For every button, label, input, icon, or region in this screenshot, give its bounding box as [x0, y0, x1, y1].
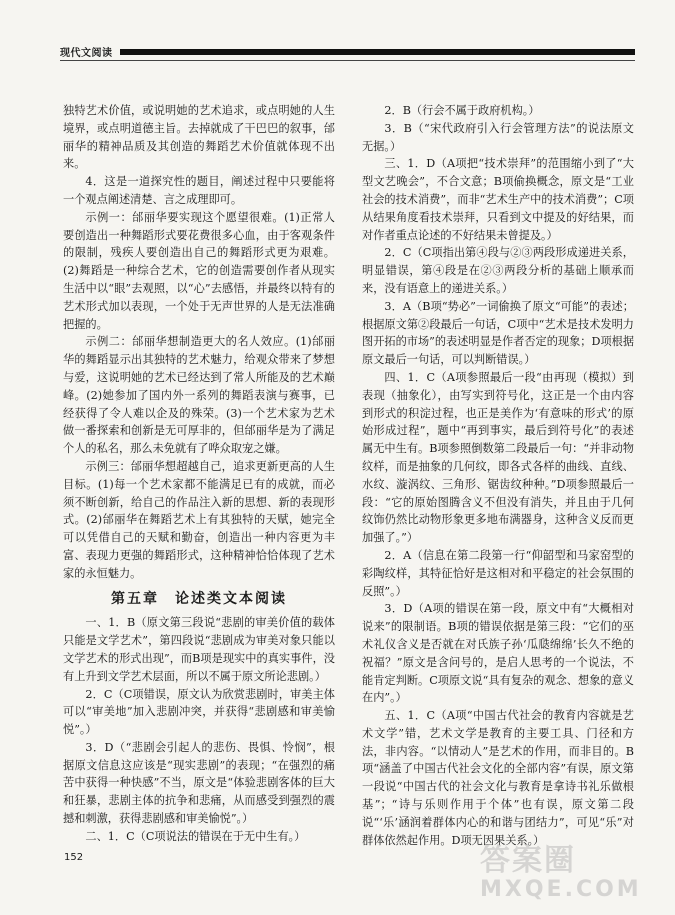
right-paragraph-5: 3．A（B项“势必”一词偷换了原文“可能”的表述；根据原文第②段最后一句话，C项中“艺术是技术发明力图开拓的市场”的表述明显是作者否定的现象；D项根据原文最后一句话，可以判断错误。）	[362, 299, 635, 367]
left-column	[63, 102, 335, 846]
right-paragraph-3: 三、1．D（A项把“技术崇拜”的范围缩小到了“大型文艺晚会”，不合文意；B项偷换概念，原文是“工业社会的技术消费”，而非“艺术生产中的技术消费”；C项从结果角度看技术崇拜，只看到文中提及的好结果，而对作者重点论述的不好结果未曾提及。）	[362, 157, 634, 242]
right-column	[362, 102, 634, 849]
right-paragraph-7: 2．A（信息在第二段第一行“仰韶型和马家窑型的彩陶纹样，其特征恰好是这相对和平稳定的社会氛围的反照”。）	[362, 548, 634, 598]
watermark-logo	[480, 835, 660, 910]
header-rule-thin	[60, 60, 635, 61]
left-paragraph-7: 2．C（C项错误，原文认为欣赏悲剧时，审美主体可以“审美地”加入悲剧冲突，并获得“悲剧感和审美愉悦”。）	[63, 687, 335, 737]
section-title: 现代文阅读	[60, 48, 113, 59]
left-paragraph-2: 4．这是一道探究性的题目，阐述过程中只要能将一个观点阐述清楚、言之成理即可。	[63, 175, 335, 206]
left-paragraph-3: 示例一：邰丽华要实现这个愿望很难。(1)正常人要创造出一种舞蹈形式要花费很多心血，由于客观条件的限制，残疾人要创造出自己的舞蹈形式更为艰难。(2)舞蹈是一种综合艺术，它的创造需要创作者从现实生活中以“眼”去观照，以“心”去感悟，并最终以特有的艺术形式加以表现，一个处于无声世界的人是无法准确把握的。	[63, 210, 335, 331]
right-paragraph-6: 四、1．C（A项参照最后一段“由再现（模拟）到表现（抽象化），由写实到符号化，这正是一个由内容到形式的积淀过程，也正是美作为‘有意味的形式’的原始形成过程”，题中“再到事实，最后到符号化”的表述属无中生有。B项参照倒数第二段最后一句：“并非动物纹样，而是抽象的几何纹，即各式各样的曲线、直线、水纹、漩涡纹、三角形、锯齿纹种种。”D项参照最后一段：“它的原始图腾含义不但没有消失，并且由于几何纹饰仍然比动物形象更多地布满器身，这种含义反而更加强了。”）	[362, 370, 634, 545]
right-paragraph-1: 2．B（行会不属于政府机构。）	[384, 104, 540, 117]
page-header	[0, 0, 675, 70]
right-paragraph-9: 五、1．C（A项“中国古代社会的教育内容就是艺术文学”错，艺术文学是教育的主要工具、门径和方法，非内容。“以情动人”是艺术的作用，而非目的。B项“涵盖了中国古代社会文化的全部内容”有误，原文第一段说“中国古代的社会文化与教育是拿诗书礼乐做根基”；“诗与乐则作用于个体”也有误，原文第二段说“‘乐’涵润着群体内心的和谐与团结力”，可见“乐”对群体依然起作用。D项无因果关系。）	[362, 709, 634, 847]
left-paragraph-6: 一、1．B（原文第三段说“悲剧的审美价值的载体只能是文学艺术”，第四段说“悲剧成为审美对象只能以文学艺术的形式出现”，而B项是现实中的真实事件，没有上升到文学艺术层面，所以不属于原文所论悲剧。）	[63, 616, 335, 683]
left-paragraph-4: 示例二：邰丽华想制造更大的名人效应。(1)邰丽华的舞蹈显示出其独特的艺术魅力，给观众带来了梦想与爱，这说明她的艺术已经达到了常人所能及的艺术巅峰。(2)她参加了国内外一系列的舞蹈表演与赛事，已经获得了令人难以企及的殊荣。(3)一个艺术家为艺术做一番探索和创新是无可厚非的，但邰丽华是为了满足个人的私名，那么未免就有了哗众取宠之嫌。	[63, 335, 335, 456]
left-paragraph-1: 独特艺术价值，或说明她的艺术追求，或点明她的人生境界，或点明道德主旨。去掉就成了干巴巴的叙事，邰丽华的精神品质及其创造的舞蹈艺术价值就体现不出来。	[63, 104, 335, 171]
chapter-heading: 第五章 论述类文本阅读	[111, 590, 287, 607]
right-paragraph-8: 3．D（A项的错误在第一段，原文中有“大概相对说来”的限制语。B项的错误依据是第三段：“它们的巫术礼仪含义是否就在对氏族子孙‘瓜瓞绵绵’长久不绝的祝福？”原文是含问号的，是启人思考的一个说法，不能肯定判断。C项原文说“具有复杂的观念、想象的意义在内”。）	[362, 602, 634, 705]
watermark-line-2: MXQE.COM	[480, 877, 642, 902]
watermark-line-1: 答案圈	[480, 843, 576, 878]
right-paragraph-4: 2．C（C项指出第④段与②③两段形成递进关系，明显错误，第④段是在②③两段分析的基础上顺承而来，没有语意上的递进关系。）	[362, 246, 634, 295]
left-paragraph-5: 示例三：邰丽华想超越自己，追求更新更高的人生目标。(1)每一个艺术家都不能满足已有的成就，而必须不断创新，给自己的作品注入新的思想、新的表现形式。(2)邰丽华在舞蹈艺术上有其独特的天赋，她完全可以凭借自己的天赋和勤奋，创造出一种内容更为丰富、表现力更强的舞蹈形式，这种精神恰恰体现了艺术家的永恒魅力。	[63, 459, 335, 580]
left-paragraph-9: 二、1．C（C项说法的错误在于无中生有。）	[85, 829, 306, 843]
left-paragraph-8: 3．D（“悲剧会引起人的悲伤、畏惧、怜悯”，根据原文信息这应该是“现实悲剧”的表现；“在强烈的痛苦中获得一种快感”不当，原文是“体验悲剧客体的巨大和狂暴，悲剧主体的抗争和悲痛，从而感受到强烈的震撼和刺激，获得悲剧感和审美愉悦”。）	[63, 740, 335, 826]
right-paragraph-2: 3．B（“宋代政府引入行会管理方法”的说法原文无据。）	[362, 121, 634, 153]
header-rule-thick	[120, 49, 635, 55]
page-number: 152	[64, 852, 84, 863]
